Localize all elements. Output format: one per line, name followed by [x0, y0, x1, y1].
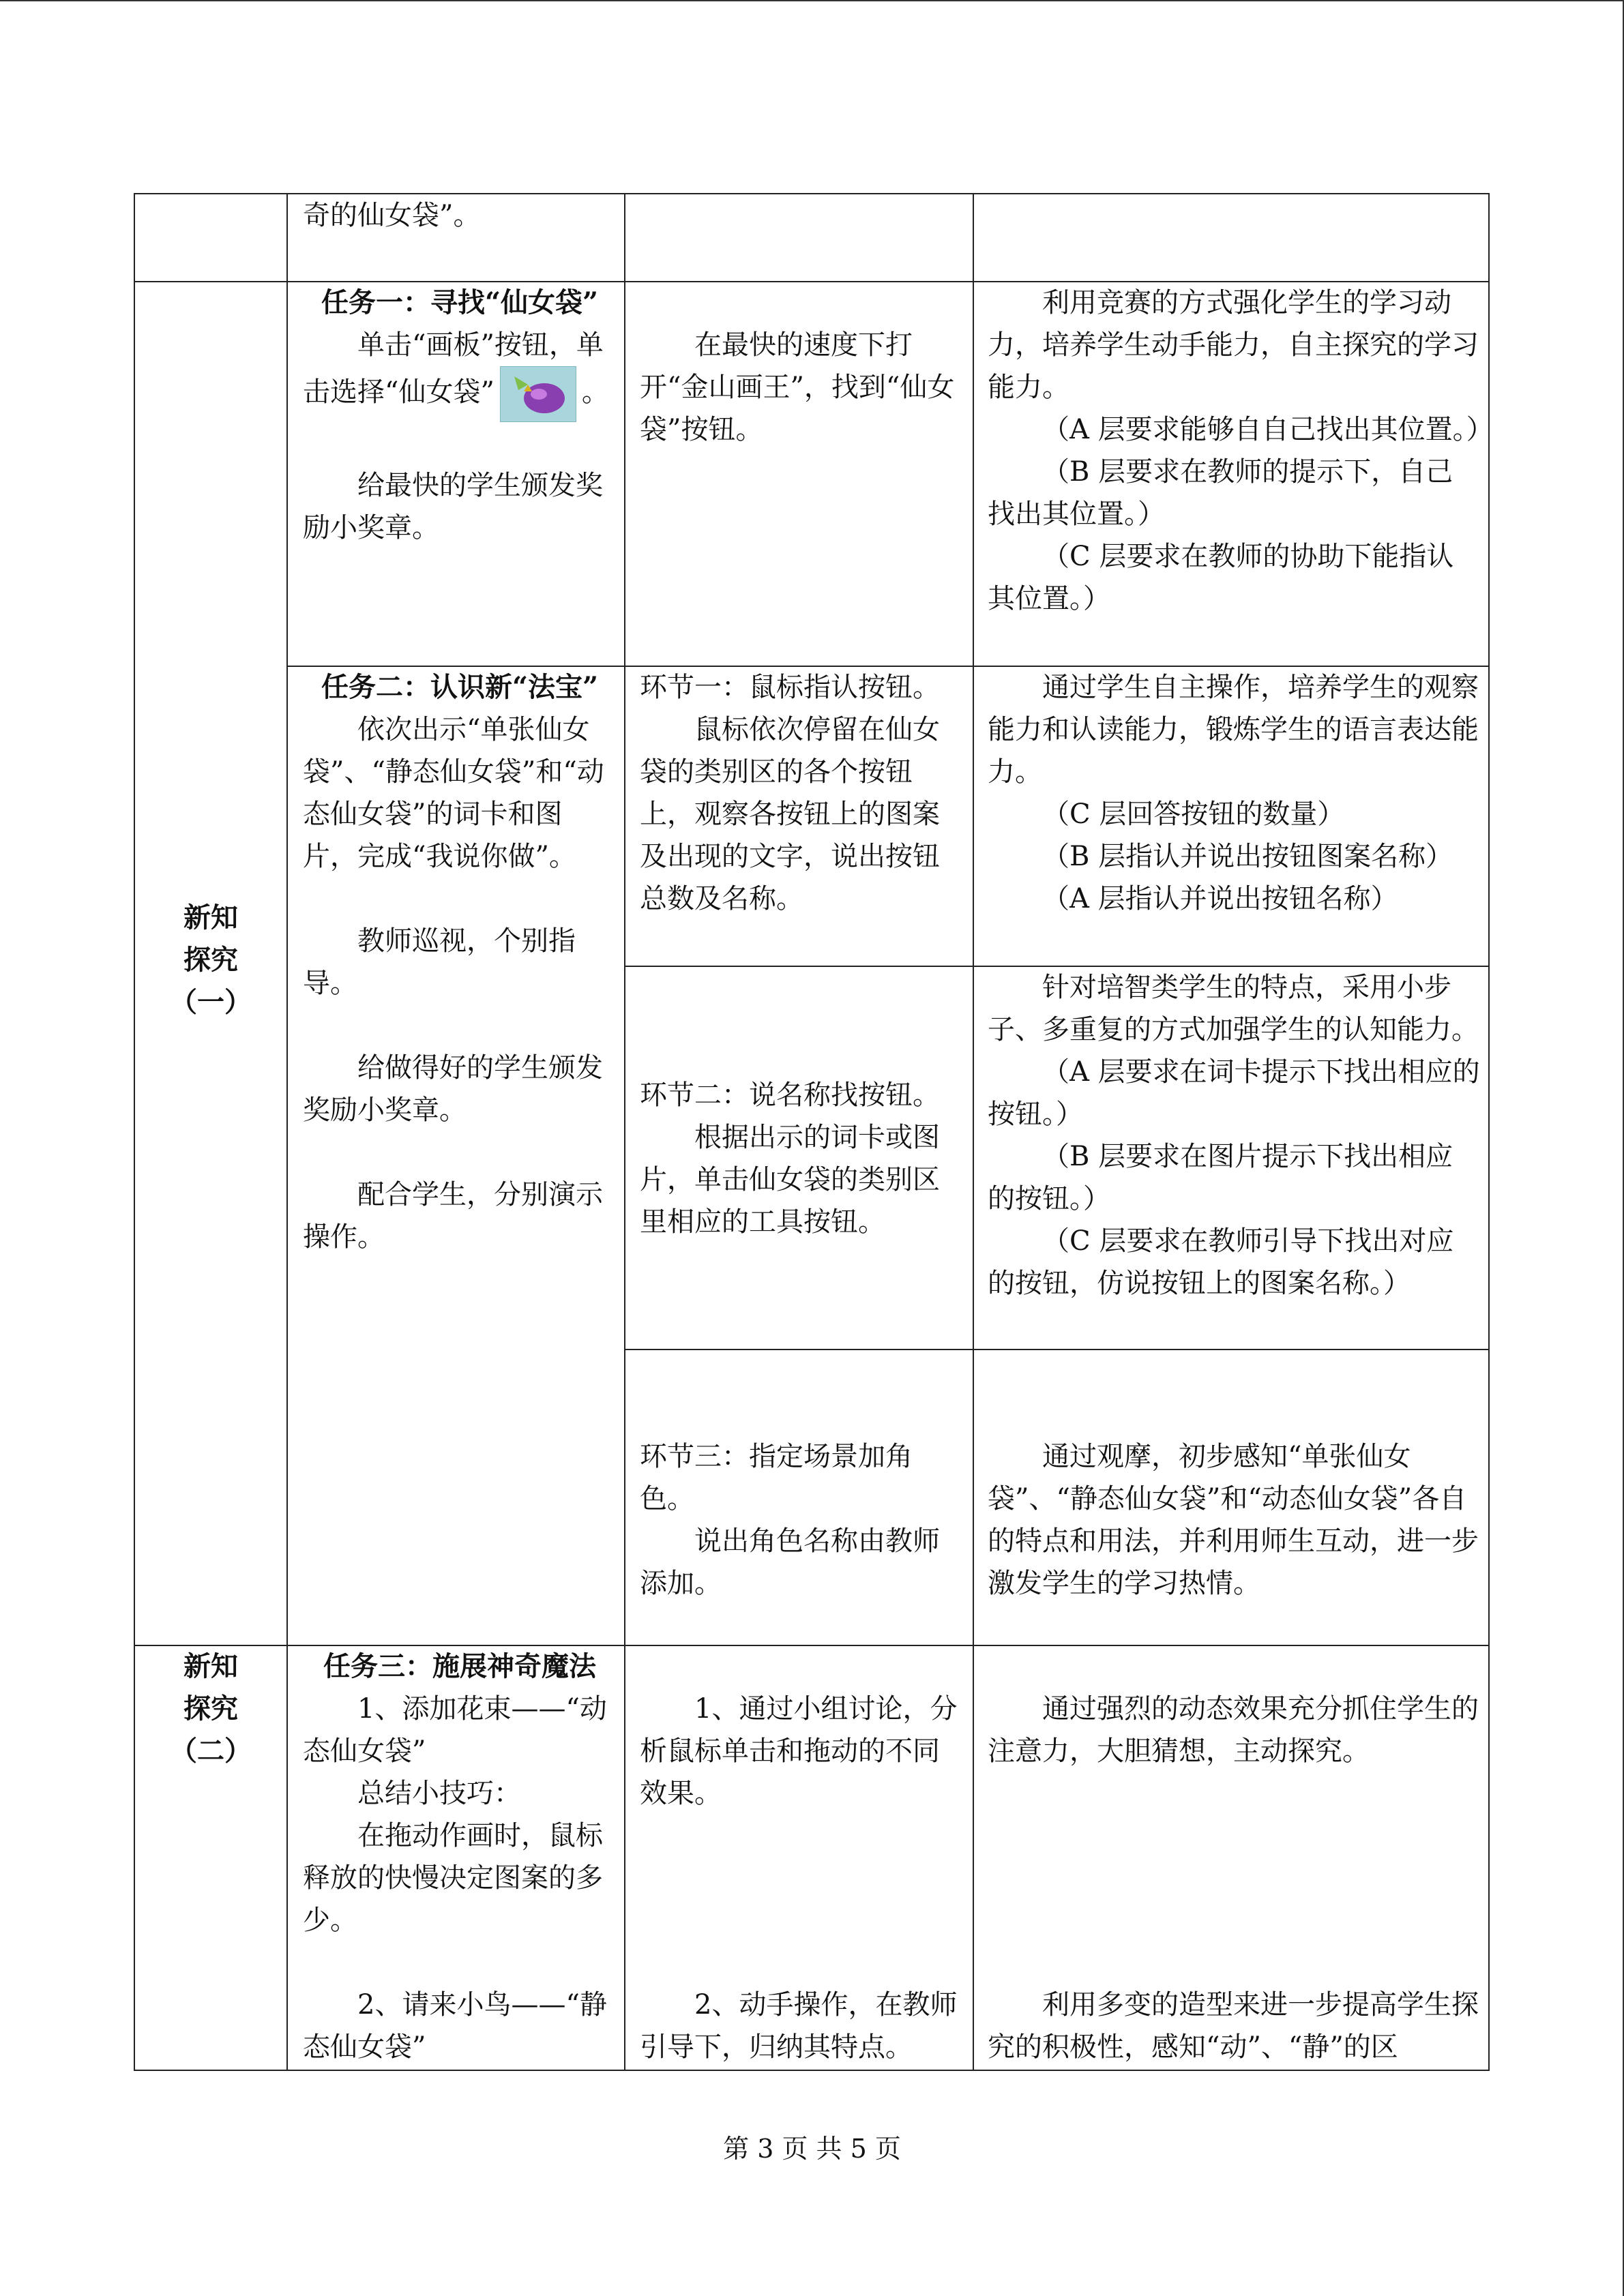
lesson-plan-table — [134, 193, 1494, 2071]
link2-student-cell — [640, 1074, 964, 1243]
stage-label-1-line1: 新知 — [183, 901, 238, 934]
page-number-footer: 第 3 页 共 5 页 — [723, 2134, 901, 2164]
link2-purpose-cell — [988, 966, 1480, 1304]
task3-teacher-1: 1、添加花束——“动态仙女袋” — [303, 1693, 607, 1767]
fairy-bag-icon — [500, 366, 576, 422]
link2-purpose-2: （A 层要求在词卡提示下找出相应的按钮。） — [988, 1056, 1480, 1130]
task1-teacher-award: 给最快的学生颁发奖励小奖章。 — [303, 470, 603, 543]
link3-purpose: 通过观摩，初步感知“单张仙女袋”、“静态仙女袋”和“动态仙女袋”各自的特点和用法，并利用师生互动，进一步激发学生的学习热情。 — [988, 1441, 1479, 1599]
task1-teacher-step — [303, 324, 617, 422]
task1-purpose-1: 利用竞赛的方式强化学生的学习动力，培养学生动手能力，自主探究的学习能力。 — [988, 287, 1479, 403]
task1-teacher-cell — [303, 282, 617, 549]
task2-teacher-cell — [303, 666, 617, 1258]
link1-purpose-cell — [988, 666, 1480, 920]
row-divider — [625, 1349, 1488, 1350]
task3-purpose-1: 通过强烈的动态效果充分抓住学生的注意力，大胆猜想，主动探究。 — [988, 1693, 1479, 1767]
task3-purpose-cell-b — [988, 1984, 1480, 2068]
link3-body: 说出角色名称由教师添加。 — [640, 1525, 940, 1599]
stage-label-2-line2: 探究 — [183, 1693, 238, 1725]
task1-purpose-3: （B 层要求在教师的提示下，自己找出其位置。） — [988, 456, 1453, 530]
link2-title: 环节二：说名称找按钮。 — [640, 1079, 940, 1111]
link2-purpose-1: 针对培智类学生的特点，采用小步子、多重复的方式加强学生的认知能力。 — [988, 972, 1479, 1045]
task1-teacher-step-end: 。 — [581, 376, 609, 408]
stage-label-1-line2: 探究 — [183, 944, 238, 976]
task1-teacher-step-text: 单击“画板”按钮，单击选择“仙女袋” — [303, 329, 604, 408]
task1-student-cell — [640, 324, 964, 451]
task1-student-text: 在最快的速度下打开“金山画王”，找到“仙女袋”按钮。 — [640, 329, 955, 445]
task2-title: 任务二：认识新“法宝” — [321, 671, 598, 703]
column-divider — [624, 194, 625, 2070]
stage-label-2-line1: 新知 — [183, 1650, 238, 1682]
link3-title: 环节三：指定场景加角色。 — [640, 1441, 913, 1515]
link2-body: 根据出示的词卡或图片，单击仙女袋的类别区里相应的工具按钮。 — [640, 1122, 940, 1238]
task1-purpose-4: （C 层要求在教师的协助下能指认其位置。） — [988, 541, 1454, 614]
task3-purpose-cell-a — [988, 1688, 1480, 1772]
link3-student-cell — [640, 1435, 964, 1605]
link2-purpose-4: （C 层要求在教师引导下找出对应的按钮，仿说按钮上的图案名称。） — [988, 1225, 1454, 1299]
task2-teacher-3: 给做得好的学生颁发奖励小奖章。 — [303, 1052, 603, 1126]
link1-purpose-3: （B 层指认并说出按钮图案名称） — [1042, 841, 1453, 872]
task1-purpose-2: （A 层要求能够自自己找出其位置。） — [1042, 414, 1494, 445]
task3-student-cell-a — [640, 1688, 964, 1815]
task3-teacher-3: 在拖动作画时，鼠标释放的快慢决定图案的多少。 — [303, 1820, 603, 1936]
task1-purpose-cell — [988, 282, 1494, 620]
column-divider — [286, 194, 288, 2070]
task3-student-1: 1、通过小组讨论，分析鼠标单击和拖动的不同效果。 — [640, 1693, 958, 1809]
link1-body: 鼠标依次停留在仙女袋的类别区的各个按钮上，观察各按钮上的图案及出现的文字，说出按钮总数及名称。 — [640, 714, 940, 914]
link2-purpose-3: （B 层要求在图片提示下找出相应的按钮。） — [988, 1141, 1453, 1214]
link1-title: 环节一：鼠标指认按钮。 — [640, 672, 940, 703]
column-divider — [973, 194, 974, 2070]
task1-title: 任务一：寻找“仙女袋” — [321, 286, 598, 318]
task2-teacher-1: 依次出示“单张仙女袋”、“静态仙女袋”和“动态仙女袋”的词卡和图片，完成“我说你做”。 — [303, 714, 604, 872]
task3-student-2: 2、动手操作，在教师引导下，归纳其特点。 — [640, 1989, 958, 2063]
stage-label-1 — [135, 897, 286, 1024]
stage-label-1-line3: （一） — [170, 986, 252, 1018]
link3-purpose-cell — [988, 1435, 1480, 1605]
stage-label-2-line3: （二） — [170, 1735, 252, 1767]
row0-teacher-text: 奇的仙女袋”。 — [303, 200, 481, 231]
row0-teacher-cell — [303, 194, 617, 237]
task3-student-cell-b — [640, 1984, 964, 2068]
task3-teacher-4: 2、请来小鸟——“静态仙女袋” — [303, 1989, 607, 2063]
task3-teacher-cell — [303, 1645, 617, 2068]
stage-label-2 — [135, 1645, 286, 1772]
link1-purpose-4: （A 层指认并说出按钮名称） — [1042, 883, 1398, 914]
task3-title: 任务三：施展神奇魔法 — [323, 1650, 596, 1682]
task2-teacher-4: 配合学生，分别演示操作。 — [303, 1179, 603, 1253]
link1-purpose-2: （C 层回答按钮的数量） — [1042, 799, 1345, 830]
link1-purpose-1: 通过学生自主操作，培养学生的观察能力和认读能力，锻炼学生的语言表达能力。 — [988, 672, 1479, 788]
task3-teacher-2: 总结小技巧： — [357, 1778, 521, 1809]
link1-student-cell — [640, 666, 964, 920]
task3-purpose-2: 利用多变的造型来进一步提高学生探究的积极性，感知“动”、“静”的区 — [988, 1989, 1479, 2063]
task2-teacher-2: 教师巡视，个别指导。 — [303, 925, 576, 999]
